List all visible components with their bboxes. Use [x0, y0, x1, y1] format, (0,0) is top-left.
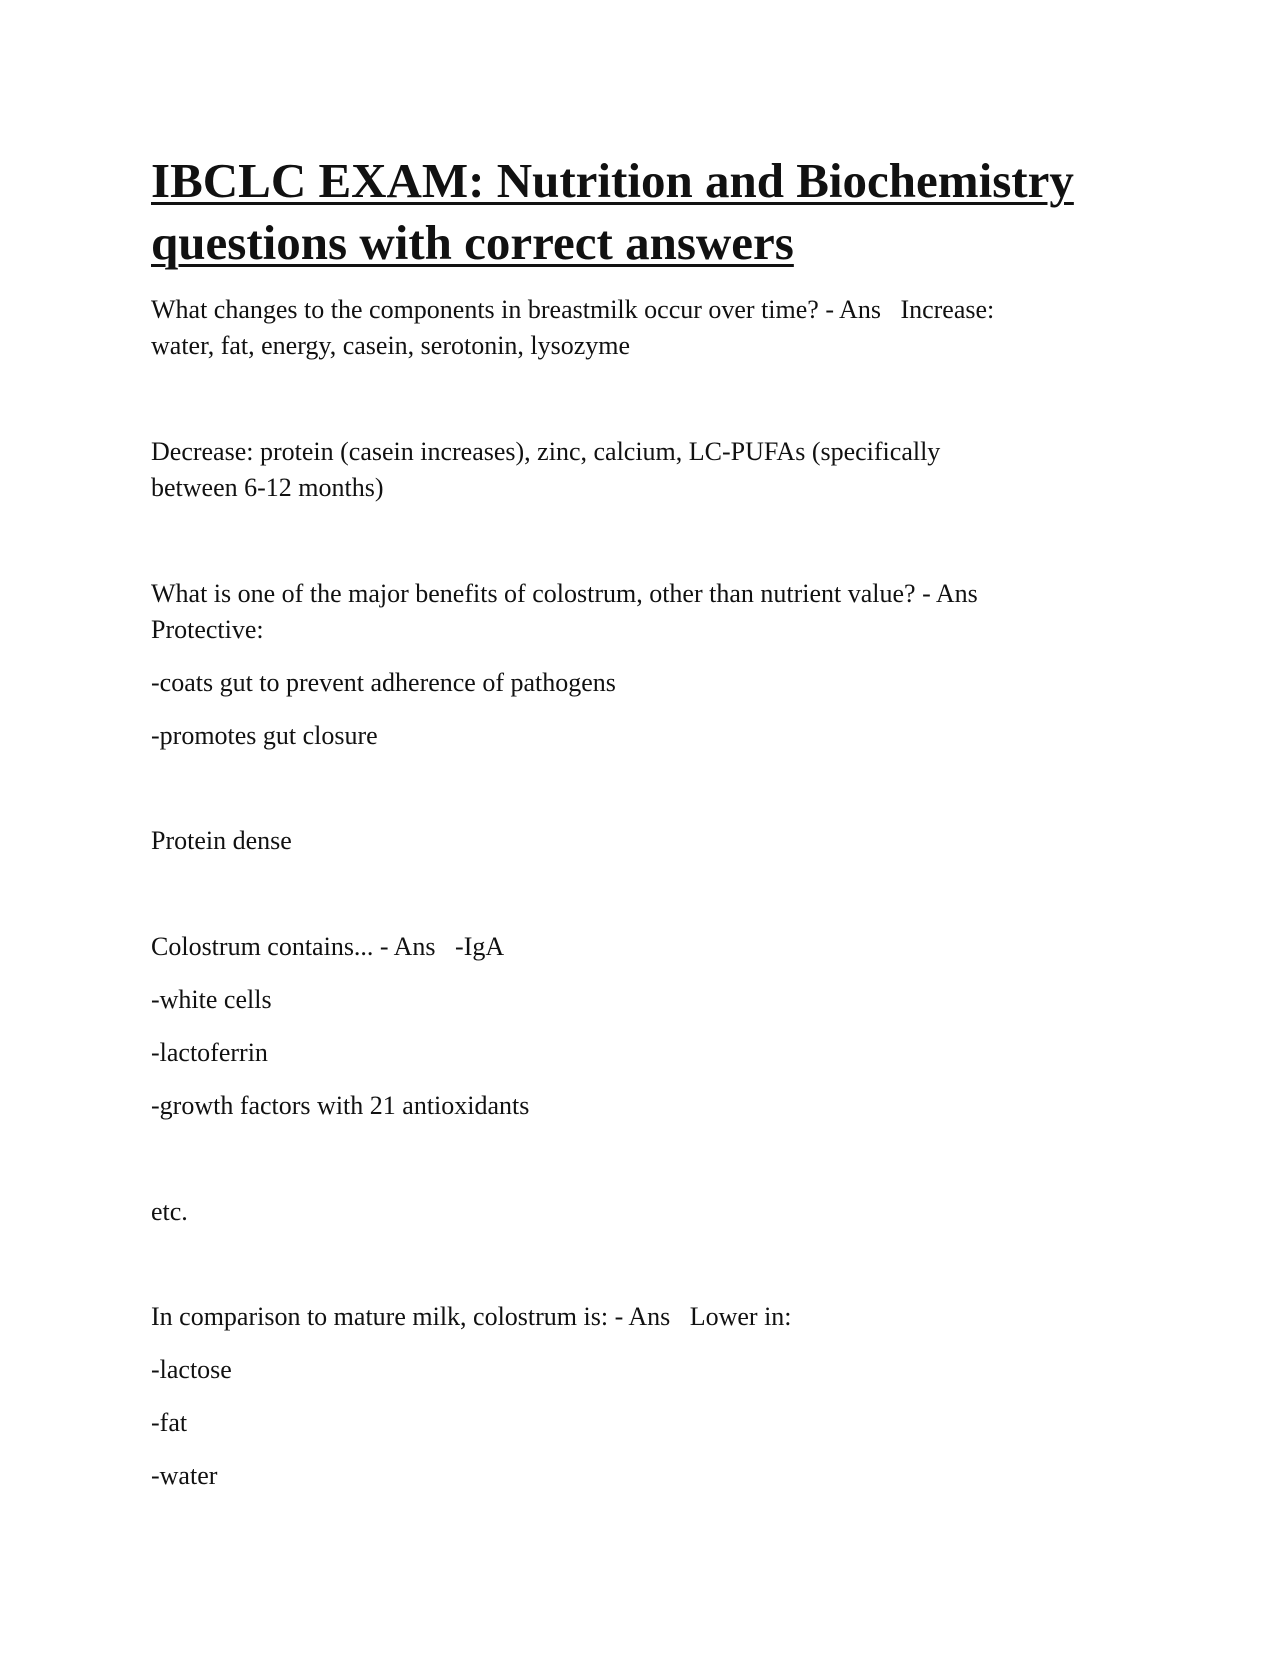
q4-bullet-3: -water — [151, 1461, 218, 1490]
q2-bullet-1: -coats gut to prevent adherence of pathogens — [151, 668, 616, 697]
q4-line-1: In comparison to mature milk, colostrum is: - Ans Lower in: — [151, 1302, 792, 1331]
q4-bullet-1: -lactose — [151, 1355, 232, 1384]
q2-line-2: Protective: — [151, 615, 264, 644]
q1-decrease-line-1: Decrease: protein (casein increases), zinc, calcium, LC-PUFAs (specifically — [151, 437, 941, 466]
document-title — [151, 150, 1151, 274]
q1-line-1: What changes to the components in breastmilk occur over time? - Ans Increase: — [151, 295, 995, 324]
q3-bullet-3: -growth factors with 21 antioxidants — [151, 1091, 530, 1120]
title-line-2: questions with correct answers — [151, 215, 794, 270]
title-line-1: IBCLC EXAM: Nutrition and Biochemistry — [151, 153, 1074, 208]
q1-decrease-line-2: between 6-12 months) — [151, 473, 384, 502]
q2-line-1: What is one of the major benefits of colostrum, other than nutrient value? - Ans — [151, 579, 978, 608]
q3-line-1: Colostrum contains... - Ans -IgA — [151, 932, 505, 961]
q4-bullet-2: -fat — [151, 1408, 188, 1437]
q3-bullet-2: -lactoferrin — [151, 1038, 268, 1067]
q3-etc: etc. — [151, 1197, 188, 1226]
q2-protein-dense: Protein dense — [151, 826, 292, 855]
q3-bullet-1: -white cells — [151, 985, 272, 1014]
q1-line-2: water, fat, energy, casein, serotonin, lysozyme — [151, 331, 631, 360]
q2-bullet-2: -promotes gut closure — [151, 721, 378, 750]
